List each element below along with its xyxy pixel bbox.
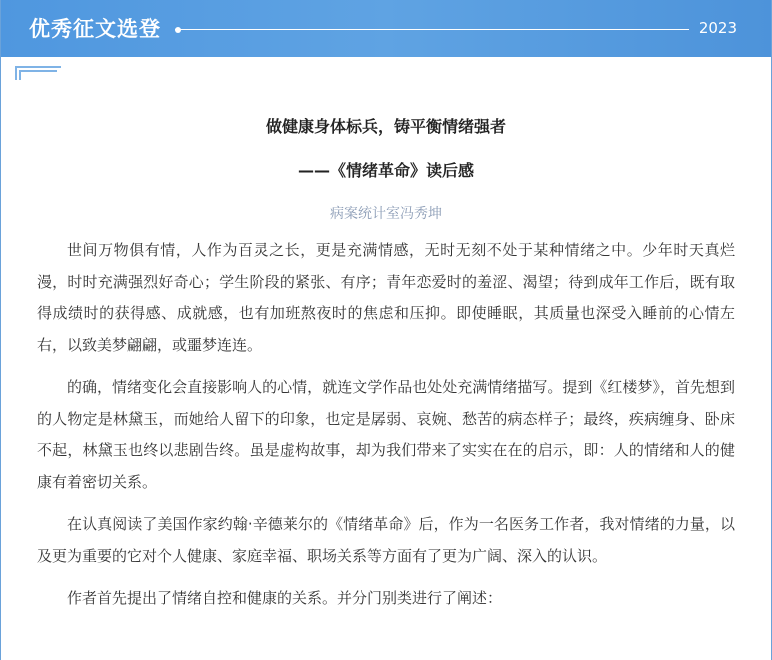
article-title: 做健康身体标兵，铸平衡情绪强者 bbox=[265, 117, 506, 136]
section-header bbox=[1, 0, 771, 57]
paragraph-1: 世间万物俱有情，人作为百灵之长，更是充满情感，无时无刻不处于某种情绪之中。少年时天真烂漫，时时充满强烈好奇心；学生阶段的紧张、有序；青年恋爱时的羞涩、渴望；待到成年工作后，既有取得成绩时的获得感、成就感，也有加班熬夜时的焦虑和压抑。即使睡眠，其质量也深受入睡前的心情左右，以致美梦翩翩，或噩梦连连。 bbox=[37, 241, 735, 354]
header-year: 2023 bbox=[698, 19, 737, 37]
header-title: 优秀征文选登 bbox=[29, 17, 161, 41]
article-body bbox=[37, 116, 735, 615]
paragraph-4: 作者首先提出了情绪自控和健康的关系。并分门别类进行了阐述： bbox=[67, 589, 503, 607]
article-author: 病案统计室冯秀坤 bbox=[330, 206, 442, 222]
corner-decoration-icon bbox=[15, 66, 61, 80]
article-subtitle: ——《情绪革命》读后感 bbox=[297, 161, 474, 180]
header-divider-line bbox=[175, 29, 689, 30]
paragraph-3: 在认真阅读了美国作家约翰·辛德莱尔的《情绪革命》后，作为一名医务工作者，我对情绪的力量，以及更为重要的它对个人健康、家庭幸福、职场关系等方面有了更为广阔、深入的认识。 bbox=[37, 515, 735, 565]
paragraph-2: 的确，情绪变化会直接影响人的心情，就连文学作品也处处充满情绪描写。提到《红楼梦》，首先想到的人物定是林黛玉，而她给人留下的印象，也定是孱弱、哀婉、愁苦的病态样子；最终，疾病缠身、卧床不起，林黛玉也终以悲剧告终。虽是虚构故事，却为我们带来了实实在在的启示，即：人的情绪和人的健康有着密切关系。 bbox=[37, 378, 735, 491]
